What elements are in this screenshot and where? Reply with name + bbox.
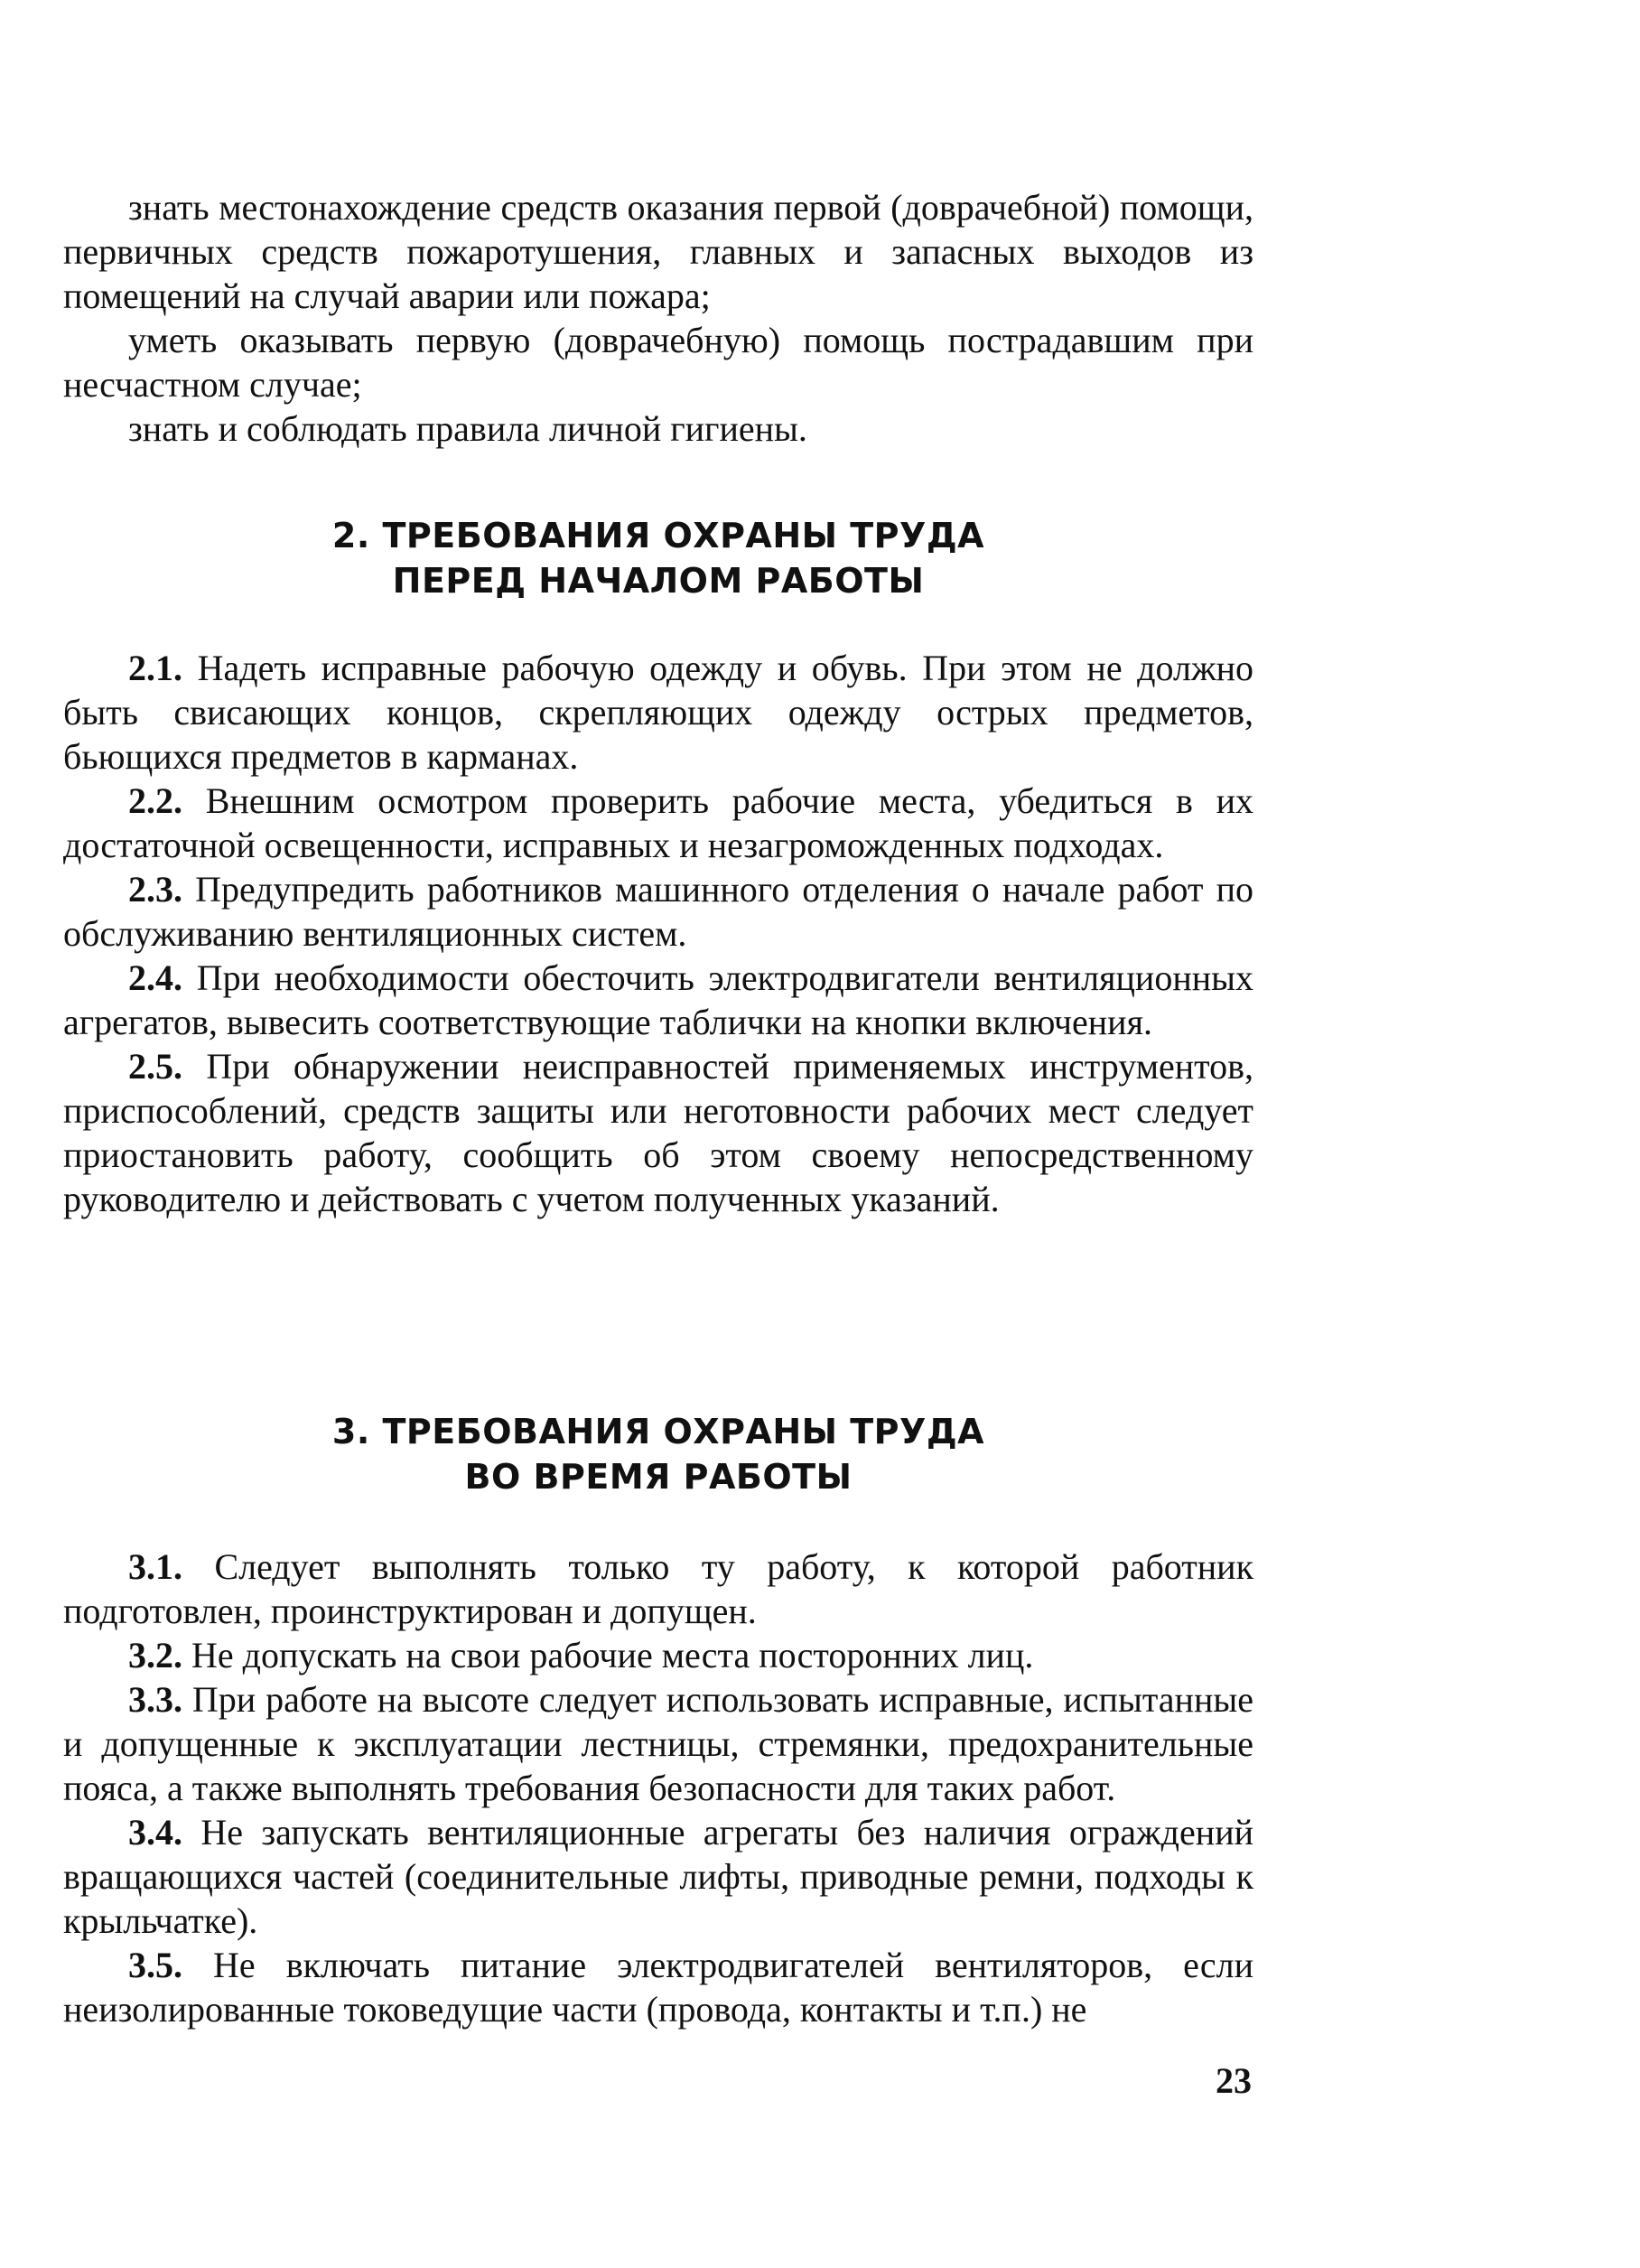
item-3-4 (63, 1810, 1253, 1943)
intro-paragraph-1: знать местонахождение средств оказания первой (доврачебной) помощи, первичных средств пожаротушения, главных и запасных выходов из помещений на случай аварии или пожара; (63, 187, 1253, 316)
section-2-heading (63, 513, 1253, 603)
item-text: Следует выполнять только ту работу, к которой работник подготовлен, проинструктирован и допущен. (63, 1546, 1253, 1631)
item-text: При необходимости обесточить электродвигатели вентиляционных агрегатов, вывесить соответствующие таблички на кнопки включения. (63, 957, 1254, 1042)
item-number: 3.5. (128, 1945, 182, 1985)
section-3-title-line-2: ВО ВРЕМЯ РАБОТЫ (464, 1457, 853, 1497)
item-text: Предупредить работников машинного отделения о начале работ по обслуживанию вентиляционных систем. (63, 869, 1253, 954)
section-3-heading (63, 1409, 1253, 1499)
item-number: 2.3. (128, 869, 182, 910)
item-2-1 (63, 646, 1253, 779)
item-number: 2.5. (128, 1046, 182, 1087)
item-2-4 (63, 956, 1253, 1044)
item-3-1 (63, 1545, 1253, 1633)
intro-paragraph-2: уметь оказывать первую (доврачебную) помощь пострадавшим при несчастном случае; (63, 320, 1253, 405)
intro-block (63, 185, 1253, 451)
item-3-2 (63, 1633, 1253, 1677)
item-number: 2.1. (128, 648, 182, 688)
item-number: 2.4. (128, 957, 182, 998)
item-number: 2.2. (128, 780, 182, 821)
section-2-title-line-2: ПЕРЕД НАЧАЛОМ РАБОТЫ (392, 561, 925, 601)
item-number: 3.2. (128, 1635, 182, 1675)
page-number: 23 (1216, 2060, 1252, 2101)
item-2-2 (63, 779, 1253, 867)
item-number: 3.4. (128, 1812, 182, 1853)
item-text: Не включать питание электродвигателей вентиляторов, если неизолированные токоведущие части (провода, контакты и т.п.) не (63, 1945, 1253, 2030)
intro-paragraph-3: знать и соблюдать правила личной гигиены. (128, 408, 807, 449)
item-text: При работе на высоте следует использовать исправные, испытанные и допущенные к эксплуатации лестницы, стремянки, предохранительные пояса, а также выполнять требования безопасности для таких работ. (63, 1679, 1254, 1808)
item-number: 3.3. (128, 1679, 182, 1720)
section-2-body (63, 646, 1253, 1221)
item-number: 3.1. (128, 1546, 182, 1587)
item-2-5 (63, 1044, 1253, 1221)
section-3-body (63, 1545, 1253, 2031)
item-3-5 (63, 1943, 1253, 2031)
item-text: Не допускать на свои рабочие места посторонних лиц. (191, 1635, 1034, 1675)
section-3-title-line-1: 3. ТРЕБОВАНИЯ ОХРАНЫ ТРУДА (331, 1412, 985, 1451)
item-3-3 (63, 1677, 1253, 1810)
item-text: При обнаружении неисправностей применяемых инструментов, приспособлений, средств защиты или неготовности рабочих мест следует приостановить работу, сообщить об этом своему непосредственному руководителю и действовать с учетом полученных указаний. (63, 1046, 1254, 1219)
item-2-3 (63, 867, 1253, 956)
item-text: Внешним осмотром проверить рабочие места, убедиться в их достаточной освещенности, исправных и незагроможденных подходах. (63, 780, 1254, 865)
item-text: Не запускать вентиляционные агрегаты без наличия ограждений вращающихся частей (соединительные лифты, приводные ремни, подходы к крыльчатке). (63, 1812, 1253, 1941)
section-2-title-line-1: 2. ТРЕБОВАНИЯ ОХРАНЫ ТРУДА (331, 516, 985, 555)
item-text: Надеть исправные рабочую одежду и обувь. При этом не должно быть свисающих концов, скрепляющих одежду острых предметов, бьющихся предметов в карманах. (63, 648, 1254, 777)
